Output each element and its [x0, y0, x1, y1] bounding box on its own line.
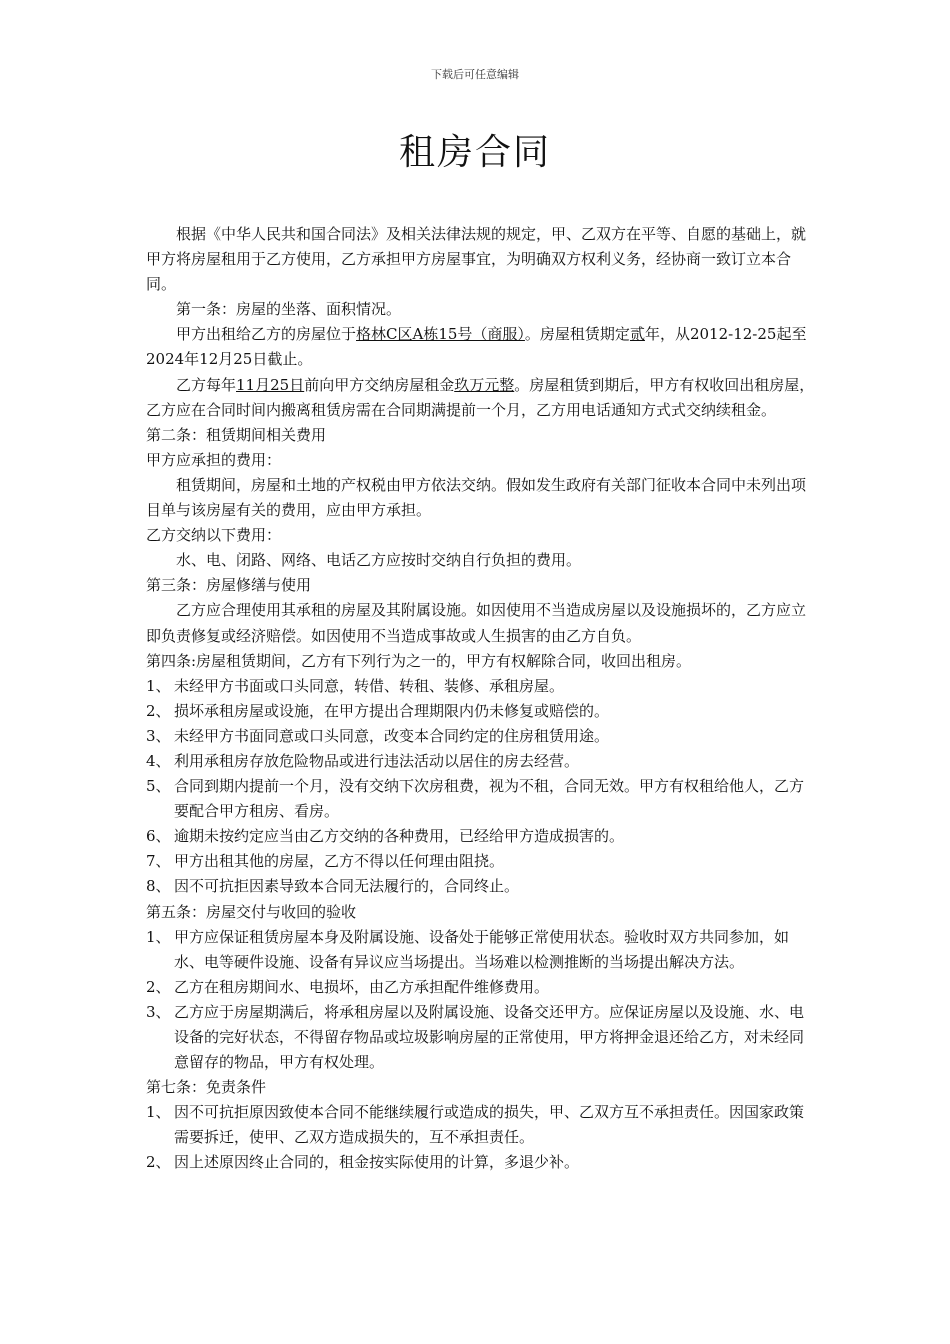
list-item-number: 5、: [146, 777, 171, 796]
list-item: [146, 724, 818, 749]
list-item-text: 乙方在租房期间水、电损坏，由乙方承担配件维修费用。: [174, 977, 550, 996]
list-item: [146, 849, 818, 874]
article-2-party-a-title: 甲方应承担的费用：: [146, 450, 282, 469]
list-item-number: 6、: [146, 827, 171, 846]
list-item-text: 逾期未按约定应当由乙方交纳的各种费用，已经给甲方造成损害的。: [174, 827, 625, 846]
payment-date: 11月25日: [236, 375, 305, 394]
article-1-p2-part-a: 乙方每年: [176, 375, 237, 394]
list-item-text: 甲方应保证租赁房屋本身及附属设施、设备处于能够正常使用状态。验收时双方共同参加，如水、电等硬件设施、设备有异议应当场提出。当场难以检测推断的当场提出解决方法。: [174, 927, 790, 971]
article-1-paragraph-1: [146, 322, 818, 372]
article-1-p2-part-b: 前向甲方交纳房屋租金: [304, 375, 455, 394]
list-item-number: 8、: [146, 877, 171, 896]
list-item-text: 利用承租房存放危险物品或进行违法活动以居住的房去经营。: [174, 751, 580, 770]
list-item-number: 3、: [146, 726, 171, 745]
article-3-text: 乙方应合理使用其承租的房屋及其附属设施。如因使用不当造成房屋以及设施损坏的，乙方应立即负责修复或经济赔偿。如因使用不当造成事故或人生损害的由乙方自负。: [146, 601, 807, 645]
list-item-number: 1、: [146, 1103, 171, 1122]
list-item: [146, 1150, 818, 1175]
article-1-p1-part-b: 。房屋租赁期定: [524, 325, 630, 344]
list-item: [146, 1000, 818, 1075]
list-item-text: 因不可抗拒因素导致本合同无法履行的，合同终止。: [174, 877, 520, 896]
list-item-number: 1、: [146, 927, 171, 946]
property-address: 格林C区A栋15号（商服）: [356, 325, 525, 344]
list-item: [146, 925, 818, 975]
article-1-p2-part-c: 。房屋租赁到期后，甲方有权收回出租房屋，乙方应在合同时间内搬离租赁房需在合同期满提前一个月，乙方用电话通知方式式交纳续租金。: [146, 375, 815, 419]
list-item-text: 未经甲方书面同意或口头同意，改变本合同约定的住房租赁用途。: [174, 726, 610, 745]
list-item-text: 未经甲方书面或口头同意，转借、转租、装修、承租房屋。: [174, 676, 565, 695]
article-2-party-b-text: 水、电、闭路、网络、电话乙方应按时交纳自行负担的费用。: [176, 551, 582, 570]
article-1-heading: 第一条：房屋的坐落、面积情况。: [176, 300, 402, 319]
article-4-heading: 第四条:房屋租赁期间，乙方有下列行为之一的，甲方有权解除合同，收回出租房。: [146, 651, 692, 670]
list-item-number: 2、: [146, 701, 171, 720]
list-item: [146, 674, 818, 699]
list-item: [146, 1100, 818, 1150]
list-item-text: 乙方应于房屋期满后，将承租房屋以及附属设施、设备交还甲方。应保证房屋以及设施、水、电设备的完好状态，不得留存物品或垃圾影响房屋的正常使用，甲方将押金退还给乙方，对未经同意留存的物品，甲方有权处理。: [174, 1002, 805, 1072]
list-item: [146, 824, 818, 849]
list-item-number: 1、: [146, 676, 171, 695]
list-item-number: 3、: [146, 1002, 171, 1021]
article-5-heading: 第五条：房屋交付与收回的验收: [146, 902, 357, 921]
article-2-heading: 第二条：租赁期间相关费用: [146, 425, 327, 444]
list-item-number: 4、: [146, 751, 171, 770]
list-item-text: 甲方出租其他的房屋，乙方不得以任何理由阻挠。: [174, 852, 505, 871]
article-2-party-a-text: 租赁期间，房屋和土地的产权税由甲方依法交纳。假如发生政府有关部门征收本合同中未列出项目单与该房屋有关的费用，应由甲方承担。: [146, 475, 807, 520]
intro-paragraph: 根据《中华人民共和国合同法》及相关法律法规的规定，甲、乙双方在平等、自愿的基础上，就甲方将房屋租用于乙方使用，乙方承担甲方房屋事宜，为明确双方权利义务，经协商一致订立本合同。: [146, 225, 807, 294]
list-item-text: 合同到期内提前一个月，没有交纳下次房租费，视为不租，合同无效。甲方有权租给他人，乙方要配合甲方租房、看房。: [174, 777, 805, 821]
list-item-number: 2、: [146, 977, 171, 996]
article-1-p1-part-c: 年，从2012-12-25起至2024年12月25日截止。: [146, 325, 807, 369]
article-3-heading: 第三条：房屋修缮与使用: [146, 576, 312, 595]
list-item: [146, 749, 818, 774]
list-item: [146, 975, 818, 1000]
article-1-p1-part-a: 甲方出租给乙方的房屋位于: [176, 325, 357, 344]
list-item: [146, 874, 818, 899]
list-item-number: 7、: [146, 852, 171, 871]
list-item: [146, 774, 818, 824]
list-item-text: 损坏承租房屋或设施，在甲方提出合理期限内仍未修复或赔偿的。: [174, 701, 610, 720]
document-title: 租房合同: [398, 132, 551, 173]
article-1-paragraph-2: [146, 373, 818, 423]
rent-amount: 玖万元整: [454, 375, 515, 394]
list-item: [146, 699, 818, 724]
list-item-text: 因不可抗拒原因致使本合同不能继续履行或造成的损失，甲、乙双方互不承担责任。因国家政策需要拆迁，使甲、乙双方造成损失的，互不承担责任。: [174, 1103, 805, 1147]
article-7-heading: 第七条：免责条件: [146, 1078, 267, 1097]
article-2-party-b-title: 乙方交纳以下费用：: [146, 526, 282, 545]
header-note: 下载后可任意编辑: [431, 68, 519, 81]
list-item-number: 2、: [146, 1153, 171, 1172]
document-body: [146, 222, 818, 1176]
list-item-text: 因上述原因终止合同的，租金按实际使用的计算，多退少补。: [174, 1153, 580, 1172]
lease-years: 贰: [629, 325, 645, 344]
